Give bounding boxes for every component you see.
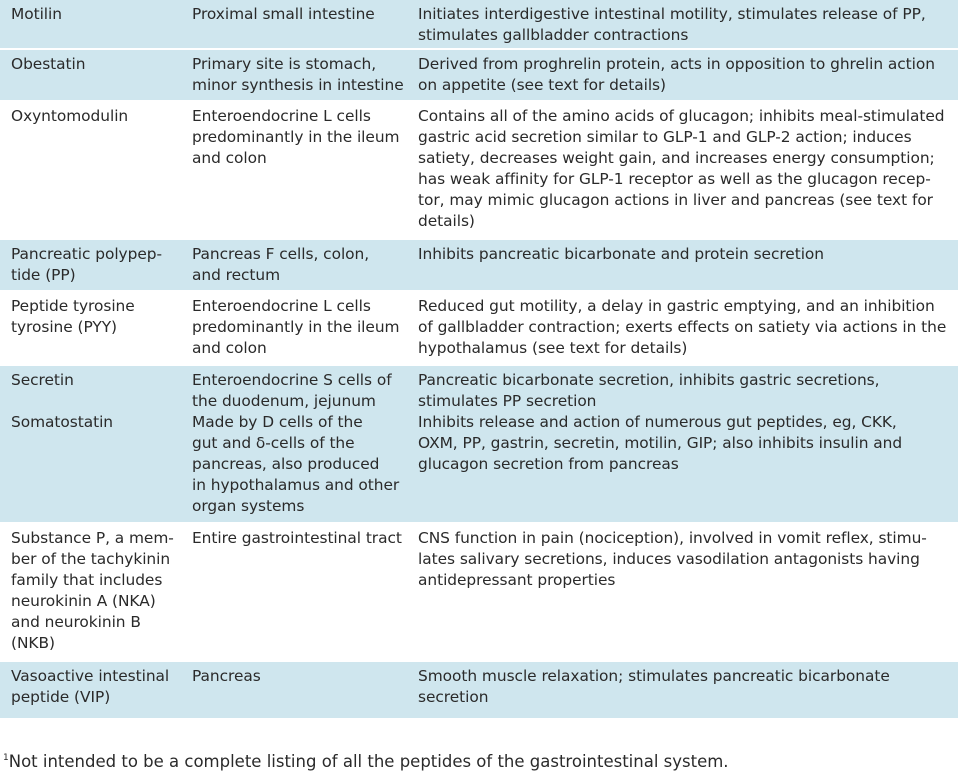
peptide-name-cell: Vasoactive intestinal peptide (VIP) bbox=[11, 667, 170, 706]
table-row bbox=[0, 50, 958, 102]
footnote-marker: 1 bbox=[3, 753, 9, 763]
site-cell: Enteroendocrine L cells predominantly in the ileum and colon bbox=[192, 107, 400, 167]
action-cell: Pancreatic bicarbonate secretion, inhibits gastric secretions, stimulates PP secretion bbox=[418, 371, 880, 410]
action-cell: Reduced gut motility, a delay in gastric emptying, and an inhibition of gallbladder contraction; exerts effects on satiety via actions in the hypothalamus (see text for details) bbox=[418, 297, 947, 357]
peptide-name-cell: Oxyntomodulin bbox=[11, 107, 129, 125]
table-row bbox=[0, 366, 958, 412]
table-row bbox=[0, 0, 958, 50]
action-cell: CNS function in pain (nociception), involved in vomit reflex, stimu- lates salivary secretions, induces vasodilation antagonists having antidepressant properties bbox=[418, 529, 927, 589]
site-cell: Enteroendocrine S cells of the duodenum, jejunum bbox=[192, 371, 392, 410]
action-cell: Smooth muscle relaxation; stimulates pancreatic bicarbonate secretion bbox=[418, 667, 890, 706]
table-row bbox=[0, 292, 958, 366]
table-footnote bbox=[3, 752, 729, 772]
site-cell: Proximal small intestine bbox=[192, 5, 375, 23]
action-cell: Contains all of the amino acids of glucagon; inhibits meal-stimulated gastric acid secretion similar to GLP-1 and GLP-2 action; induces satiety, decreases weight gain, and increases energy consumption; has weak affinity for GLP-1 receptor as well as the glucagon recep- tor, may mimic glucagon actions in liver and pancreas (see text for details) bbox=[418, 107, 945, 230]
peptide-name-cell: Substance P, a mem- ber of the tachykinin family that includes neurokinin A (NKA) and neurokinin B (NKB) bbox=[11, 529, 174, 652]
action-cell: Inhibits pancreatic bicarbonate and protein secretion bbox=[418, 245, 825, 263]
peptide-name-cell: Motilin bbox=[11, 5, 62, 23]
table-row bbox=[0, 102, 958, 240]
site-cell: Enteroendocrine L cells predominantly in the ileum and colon bbox=[192, 297, 400, 357]
site-cell: Made by D cells of the gut and δ-cells of the pancreas, also produced in hypothalamus and other organ systems bbox=[192, 413, 400, 515]
peptide-name-cell: Somatostatin bbox=[11, 413, 114, 431]
table-row bbox=[0, 662, 958, 720]
site-cell: Entire gastrointestinal tract bbox=[192, 529, 402, 547]
footnote-text: Not intended to be a complete listing of all the peptides of the gastrointestinal system. bbox=[8, 752, 729, 771]
site-cell: Pancreas bbox=[192, 667, 261, 685]
peptide-name-cell: Secretin bbox=[11, 371, 74, 389]
action-cell: Initiates interdigestive intestinal motility, stimulates release of PP, stimulates gallbladder contractions bbox=[418, 5, 926, 44]
site-cell: Pancreas F cells, colon, and rectum bbox=[192, 245, 370, 284]
peptide-name-cell: Peptide tyrosine tyrosine (PYY) bbox=[11, 297, 135, 336]
peptide-name-cell: Obestatin bbox=[11, 55, 86, 73]
table-row bbox=[0, 524, 958, 662]
action-cell: Derived from proghrelin protein, acts in opposition to ghrelin action on appetite (see text for details) bbox=[418, 55, 935, 94]
table-row bbox=[0, 412, 958, 524]
table-row bbox=[0, 240, 958, 292]
action-cell: Inhibits release and action of numerous gut peptides, eg, CKK, OXM, PP, gastrin, secretin, motilin, GIP; also inhibits insulin and glucagon secretion from pancreas bbox=[418, 413, 903, 473]
site-cell: Primary site is stomach, minor synthesis in intestine bbox=[192, 55, 404, 94]
peptide-name-cell: Pancreatic polypep- tide (PP) bbox=[11, 245, 162, 284]
